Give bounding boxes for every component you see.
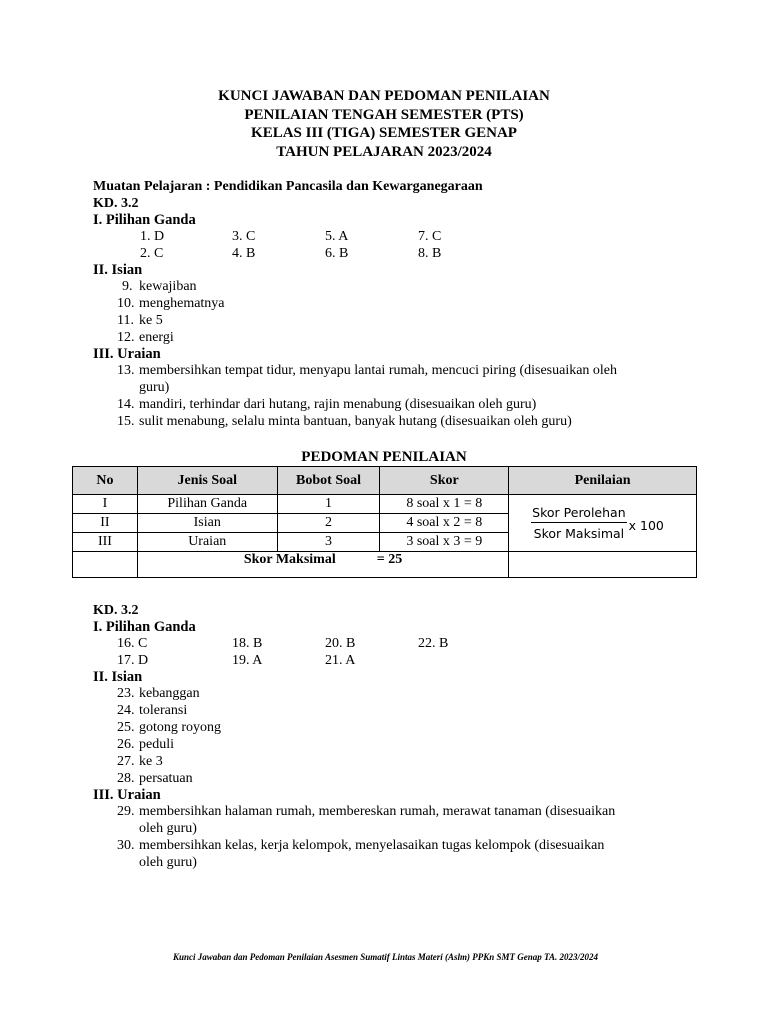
isian-answer: kewajiban [139,279,197,294]
cell-penilaian-formula [509,495,697,552]
formula-denominator: Skor Maksimal [533,526,625,541]
kd-heading-1: KD. 3.2 [93,196,139,211]
isian-number: 10. [117,296,135,311]
page-footer: Kunci Jawaban dan Pedoman Penilaian Asesmen Sumatif Lintas Materi (Aslm) PPKn SMT Genap TA. 2023/2024 [173,952,598,962]
header-skor: Skor [380,467,509,495]
cell-empty [73,552,138,578]
isian-answer: ke 3 [139,754,163,769]
subject-label: Muatan Pelajaran : Pendidikan Pancasila dan Kewarganegaraan [93,179,483,194]
pilihan-ganda-heading-2: I. Pilihan Ganda [93,619,196,635]
doc-title-line-2: PENILAIAN TENGAH SEMESTER (PTS) [244,107,524,123]
isian-answer: peduli [139,737,174,752]
uraian-answer-cont: guru) [139,380,170,395]
cell-bobot: 3 [277,533,380,552]
answer-item: 18. B [232,636,263,651]
isian-answer: persatuan [139,771,193,786]
isian-number: 25. [117,720,135,735]
isian-number: 23. [117,686,135,701]
answer-item: 7. C [418,229,442,244]
isian-heading-2: II. Isian [93,669,143,685]
answer-item: 1. D [140,229,165,244]
uraian-heading-2: III. Uraian [93,787,161,803]
doc-title-line-1: KUNCI JAWABAN DAN PEDOMAN PENILAIAN [218,88,550,104]
cell-skor-maksimal [137,552,508,578]
uraian-answer-cont: oleh guru) [139,855,197,870]
max-score-value: = 25 [376,552,403,567]
doc-title-line-4: TAHUN PELAJARAN 2023/2024 [276,144,492,160]
formula-numerator: Skor Perolehan [531,505,626,523]
uraian-answer: mandiri, terhindar dari hutang, rajin menabung (disesuaikan oleh guru) [139,397,537,412]
score-formula [531,505,664,541]
answer-item: 3. C [232,229,256,244]
uraian-answer: membersihkan kelas, kerja kelompok, menyelasaikan tugas kelompok (disesuaikan [139,838,605,853]
table-total-row [73,552,697,578]
header-no: No [73,467,138,495]
cell-skor: 4 soal x 2 = 8 [380,514,509,533]
kd-heading-2: KD. 3.2 [93,603,139,618]
uraian-number: 15. [117,414,135,429]
isian-answer: toleransi [139,703,188,718]
isian-answer: gotong royong [139,720,222,735]
answer-item: 8. B [418,246,442,261]
uraian-answer-cont: oleh guru) [139,821,197,836]
answer-item: 20. B [325,636,356,651]
isian-number: 24. [117,703,135,718]
grading-title: PEDOMAN PENILAIAN [301,449,467,465]
isian-number: 9. [122,279,133,294]
uraian-answer: membersihkan tempat tidur, menyapu lantai rumah, mencuci piring (disesuaikan oleh [139,363,618,378]
cell-skor: 8 soal x 1 = 8 [380,495,509,514]
cell-empty [509,552,697,578]
answer-item: 21. A [325,653,356,668]
isian-number: 11. [117,313,134,328]
cell-jenis-soal: Uraian [137,533,277,552]
isian-number: 27. [117,754,135,769]
isian-heading-1: II. Isian [93,262,143,278]
header-bobot-soal: Bobot Soal [277,467,380,495]
uraian-number: 29. [117,804,135,819]
isian-answer: menghematnya [139,296,225,311]
answer-item: 17. D [117,653,149,668]
uraian-answer: sulit menabung, selalu minta bantuan, banyak hutang (disesuaikan oleh guru) [139,414,572,429]
uraian-number: 30. [117,838,135,853]
cell-no: II [73,514,138,533]
uraian-number: 14. [117,397,135,412]
grading-table [72,466,697,578]
answer-item: 6. B [325,246,349,261]
table-row [73,495,697,514]
uraian-number: 13. [117,363,135,378]
cell-no: I [73,495,138,514]
answer-item: 22. B [418,636,449,651]
uraian-heading-1: III. Uraian [93,346,161,362]
answer-item: 5. A [325,229,349,244]
cell-bobot: 1 [277,495,380,514]
answer-item: 16. C [117,636,148,651]
cell-jenis-soal: Pilihan Ganda [137,495,277,514]
uraian-answer: membersihkan halaman rumah, membereskan rumah, merawat tanaman (disesuaikan [139,804,616,819]
cell-bobot: 2 [277,514,380,533]
answer-item: 2. C [140,246,164,261]
isian-number: 12. [117,330,135,345]
answer-item: 19. A [232,653,263,668]
pilihan-ganda-heading-1: I. Pilihan Ganda [93,212,196,228]
isian-number: 28. [117,771,135,786]
max-score-label: Skor Maksimal [243,552,336,567]
isian-answer: kebanggan [139,686,200,701]
isian-answer: ke 5 [139,313,163,328]
cell-no: III [73,533,138,552]
formula-multiplier: x 100 [628,517,664,533]
grading-header-row [73,467,697,495]
header-penilaian: Penilaian [509,467,697,495]
answer-item: 4. B [232,246,256,261]
cell-jenis-soal: Isian [137,514,277,533]
cell-skor: 3 soal x 3 = 9 [380,533,509,552]
isian-answer: energi [139,330,174,345]
doc-title-line-3: KELAS III (TIGA) SEMESTER GENAP [251,125,517,141]
header-jenis-soal: Jenis Soal [137,467,277,495]
isian-number: 26. [117,737,135,752]
